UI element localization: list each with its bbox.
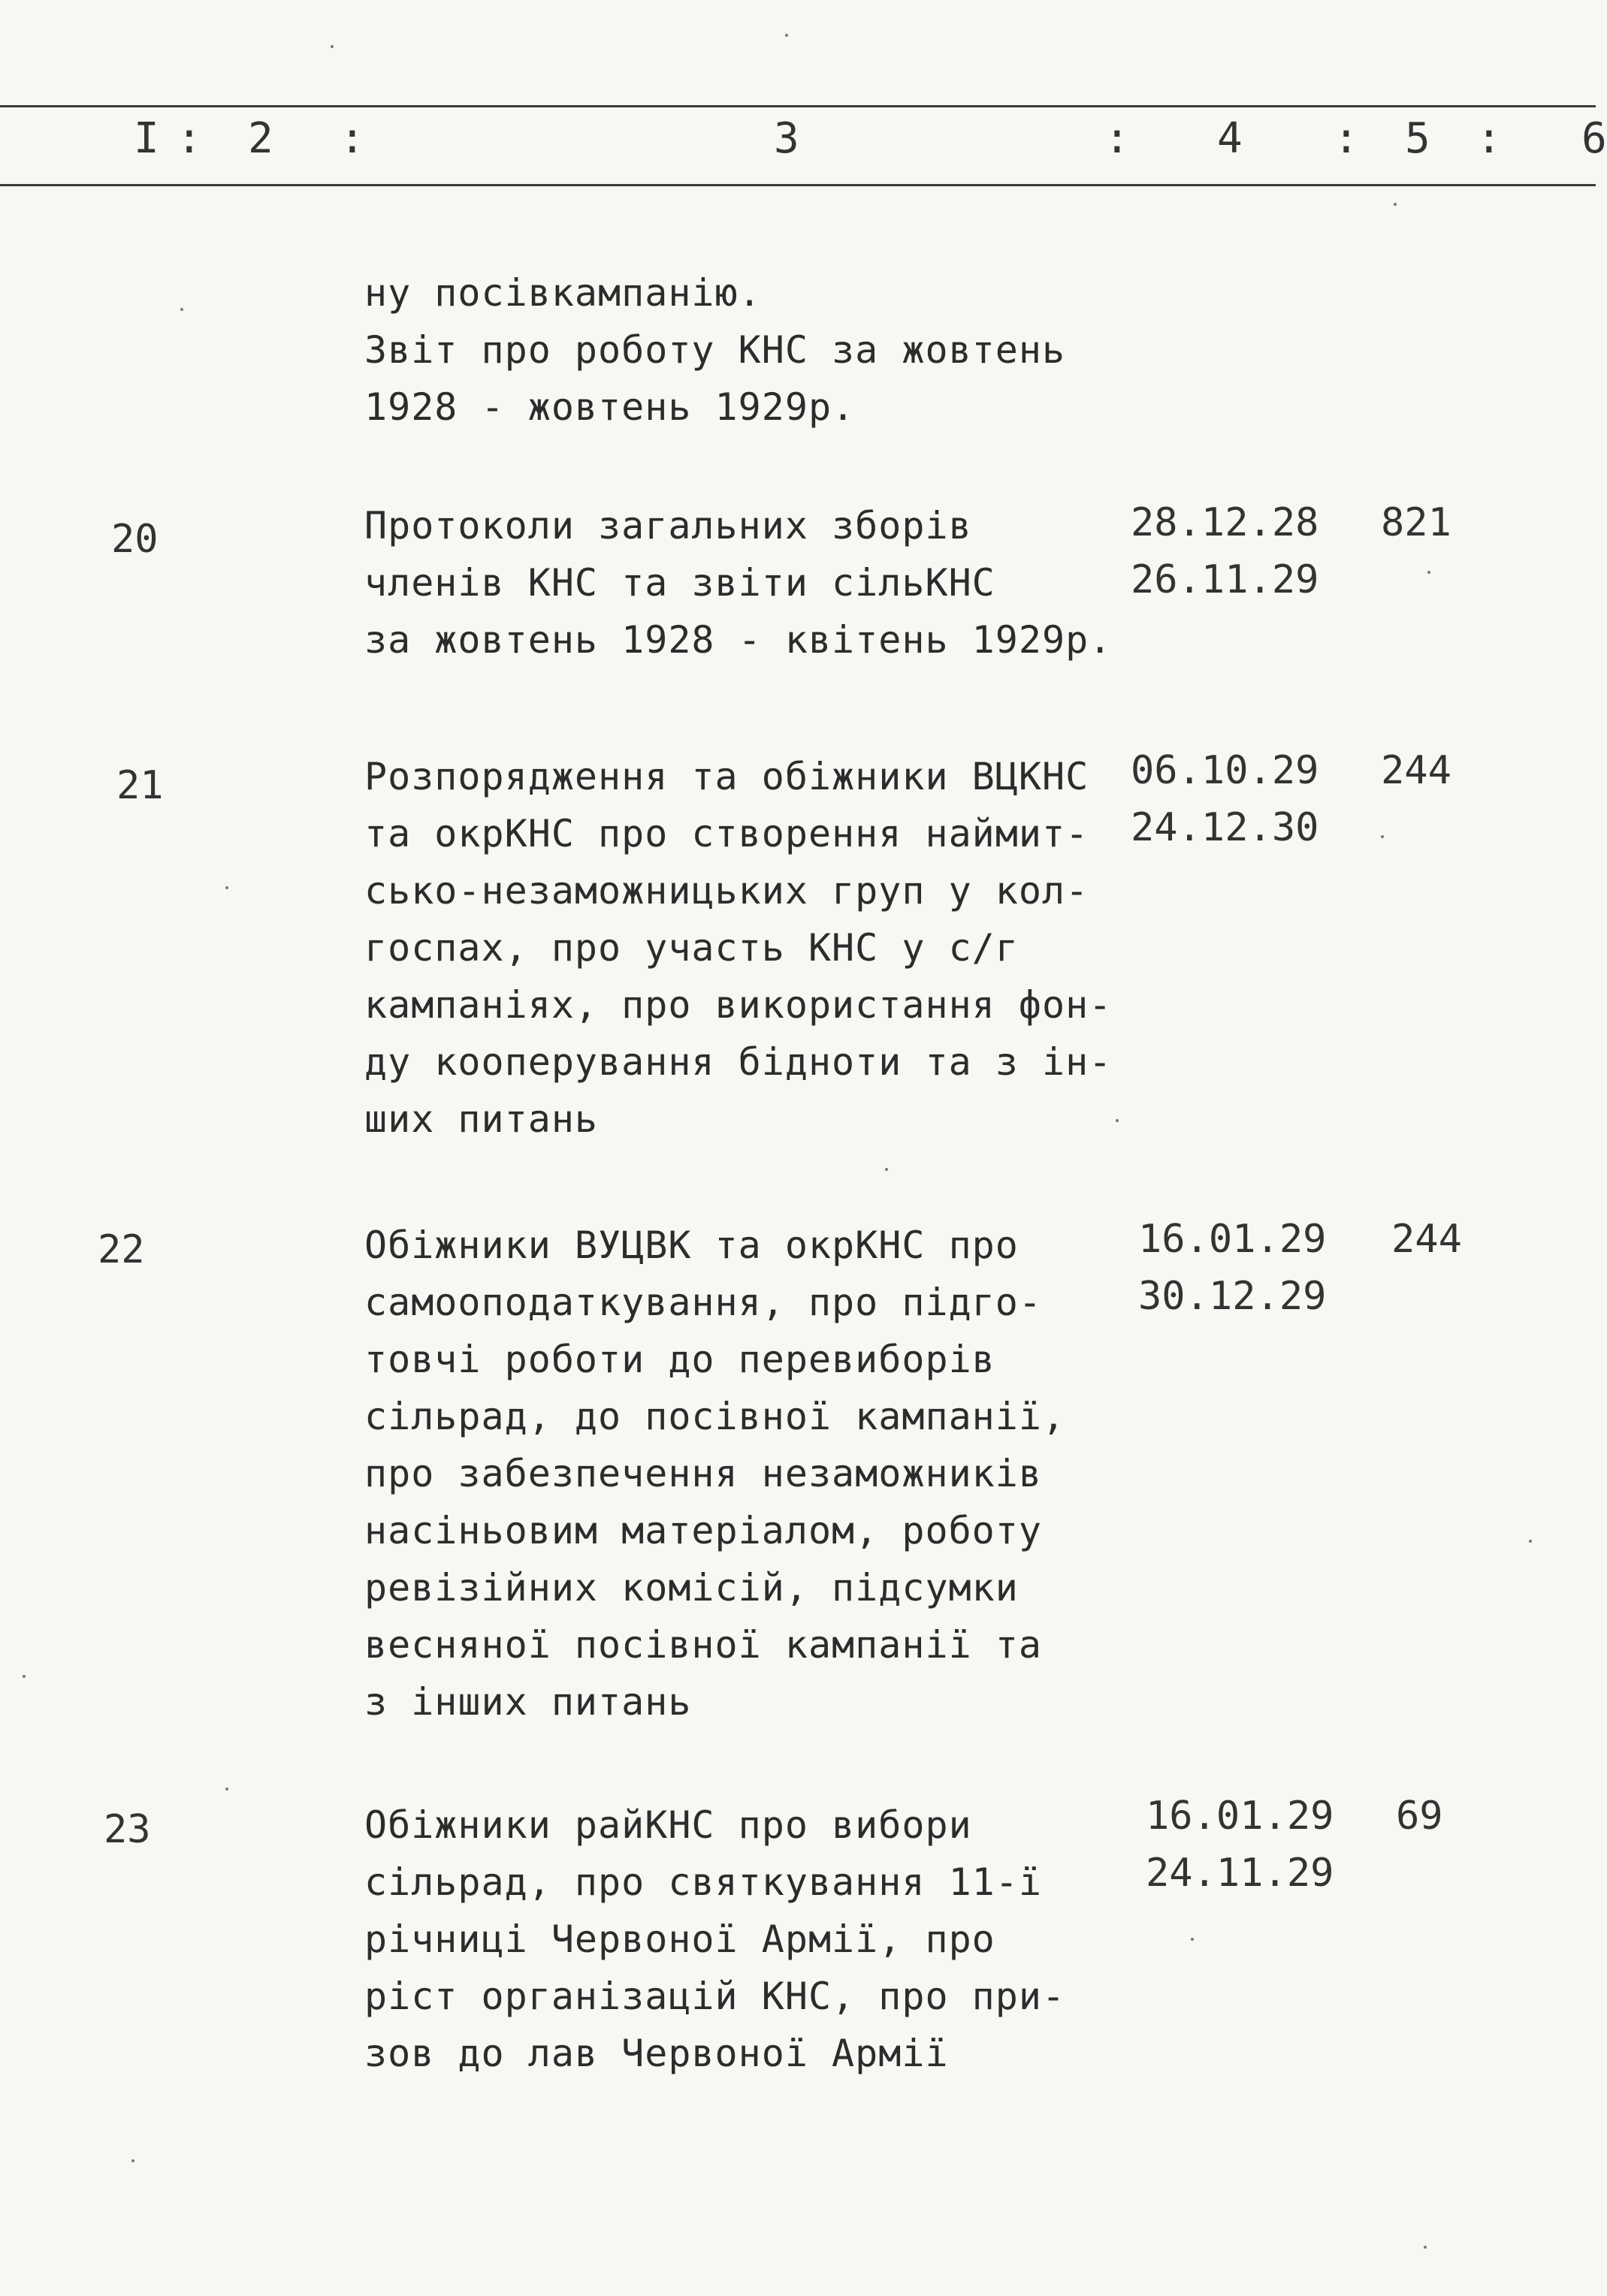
scan-speck <box>1116 1119 1119 1122</box>
scan-speck <box>1424 2246 1427 2249</box>
description-line: Обіжники ВУЦВК та окрКНС про <box>364 1223 1019 1267</box>
entry-sheets: 244 <box>1381 748 1451 793</box>
entry-description <box>364 497 1131 668</box>
entry-description <box>364 1217 1131 1730</box>
description-line: членів КНС та звіти сільКНС <box>364 561 995 605</box>
entry-number: 20 <box>111 517 159 562</box>
scan-speck <box>180 308 183 311</box>
entry-number: 22 <box>98 1227 145 1272</box>
scan-speck <box>1191 1938 1194 1941</box>
description-line: ревізійних комісій, підсумки <box>364 1566 1019 1610</box>
header-col-1: I <box>134 114 159 163</box>
scan-speck <box>331 45 334 48</box>
description-line: з інших питань <box>364 1680 692 1724</box>
header-sep-1: : <box>177 114 202 163</box>
description-line: та окрКНС про створення наймит- <box>364 812 1089 855</box>
date-start: 16.01.29 <box>1146 1794 1334 1839</box>
description-line: насіньовим матеріалом, роботу <box>364 1509 1042 1552</box>
date-end: 30.12.29 <box>1138 1274 1327 1319</box>
continuation-line: ну посівкампанію. <box>364 271 762 315</box>
description-line: річниці Червоної Армії, про <box>364 1917 995 1961</box>
scan-speck <box>225 886 228 889</box>
entry-dates <box>1138 1211 1326 1325</box>
scan-speck <box>1381 835 1384 838</box>
description-line: товчі роботи до перевиборів <box>364 1338 995 1381</box>
entry-number: 21 <box>116 763 164 808</box>
date-end: 24.11.29 <box>1146 1851 1334 1896</box>
scan-speck <box>1529 1540 1532 1543</box>
header-sep-5: : <box>1476 114 1502 163</box>
entry-dates <box>1146 1788 1334 1902</box>
entry-sheets: 821 <box>1381 500 1451 545</box>
header-col-5: 5 <box>1405 114 1430 163</box>
description-line: самооподаткування, про підго- <box>364 1281 1042 1324</box>
date-end: 26.11.29 <box>1131 557 1319 602</box>
scan-speck <box>131 2159 134 2162</box>
date-start: 28.12.28 <box>1131 500 1319 545</box>
date-start: 16.01.29 <box>1138 1217 1327 1262</box>
description-line: сільрад, про святкування 11-ї <box>364 1860 1042 1904</box>
description-line: ших питань <box>364 1097 599 1141</box>
description-line: кампаніях, про використання фон- <box>364 983 1113 1027</box>
continuation-line: Звіт про роботу КНС за жовтень <box>364 328 1066 372</box>
description-line: сільрад, до посівної кампанії, <box>364 1395 1066 1438</box>
description-line: ріст організацій КНС, про при- <box>364 1975 1066 2018</box>
description-line: Протоколи загальних зборів <box>364 504 972 548</box>
entry-description <box>364 748 1131 1148</box>
header-sep-4: : <box>1334 114 1359 163</box>
scan-speck <box>885 1168 888 1171</box>
entry-sheets: 69 <box>1396 1794 1443 1839</box>
continuation-text <box>364 264 1131 436</box>
description-line: весняної посівної кампанії та <box>364 1623 1042 1667</box>
description-line: госпах, про участь КНС у с/г <box>364 926 1019 970</box>
date-start: 06.10.29 <box>1131 748 1319 793</box>
entry-dates <box>1131 494 1319 608</box>
header-col-6: 6 <box>1581 114 1607 163</box>
header-sep-2: : <box>340 114 365 163</box>
description-line: сько-незаможницьких груп у кол- <box>364 869 1089 913</box>
header-sep-3: : <box>1104 114 1130 163</box>
scan-speck <box>1394 203 1397 206</box>
description-line: Розпорядження та обіжники ВЦКНС <box>364 755 1089 798</box>
description-line: ду кооперування бідноти та з ін- <box>364 1040 1113 1084</box>
description-line: зов до лав Червоної Армії <box>364 2032 949 2075</box>
description-line: про забезпечення незаможників <box>364 1452 1042 1495</box>
scan-speck <box>225 1788 228 1791</box>
header-bottom-rule <box>0 184 1596 186</box>
header-col-4: 4 <box>1217 114 1243 163</box>
header-top-rule <box>0 105 1596 107</box>
entry-description <box>364 1797 1131 2082</box>
entry-sheets: 244 <box>1391 1217 1462 1262</box>
scan-speck <box>1427 571 1430 574</box>
header-col-3: 3 <box>774 114 799 163</box>
description-line: Обіжники райКНС про вибори <box>364 1803 972 1847</box>
entry-number: 23 <box>104 1807 151 1852</box>
scan-speck <box>785 34 788 37</box>
scan-speck <box>23 1675 26 1678</box>
continuation-line: 1928 - жовтень 1929р. <box>364 385 856 429</box>
entry-dates <box>1131 742 1319 856</box>
header-col-2: 2 <box>248 114 273 163</box>
description-line: за жовтень 1928 - квітень 1929р. <box>364 618 1113 662</box>
date-end: 24.12.30 <box>1131 805 1319 850</box>
